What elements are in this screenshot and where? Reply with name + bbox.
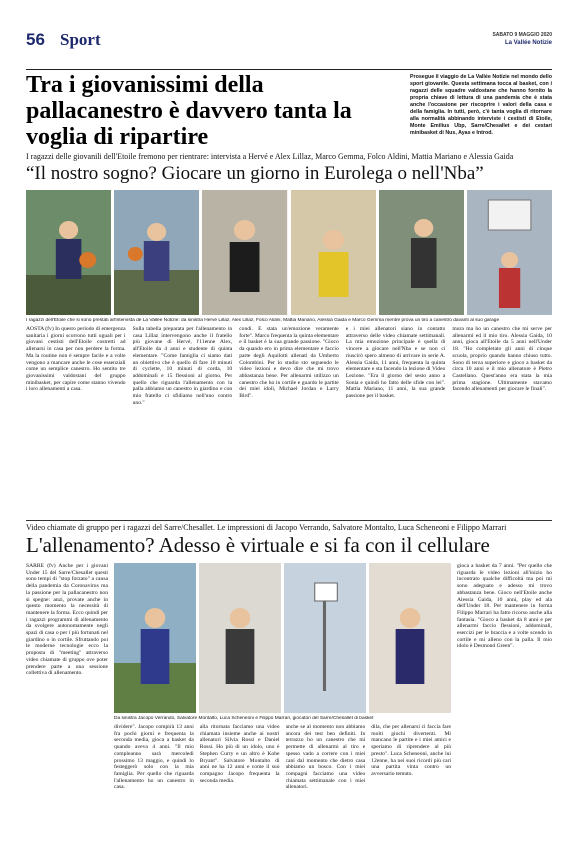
story2-column: alla ritornata facciamo una video chiamata insieme anche ai nostri allenatori Silvia Rossi e Daniel Rossi. Ho più di un idolo, uno è Stephen Curry e un altro è Kobe Bryant". Salvatore Montalto di anni ne ha 12 anni e come il suo compagno Jacopo frequenta la seconda media. bbox=[199, 724, 280, 784]
story1-column: condi. E stata un'emozione veramente forte". Marco frequenta la quinta elementare e il basket è la sua grande passione. "Gioco da quando ero in prima elementare e faccio parte degli Aquilotti allenati da Umberto Colombini. Per lo studio sto seguendo le video lezioni e devo dire che mi trovo abbastanza bene. Per allenarmi utilizzo un canestro che ho in cortile e guardo le partite dei miei idoli, Michael Jordan e Larry Bird". bbox=[239, 326, 339, 400]
page-number: 56 bbox=[26, 30, 45, 49]
story2-left-column: SARRE (fv) Anche per i giovani Under 15 del Sarre/Chesallet questi sono tempi di "stop forzato" a causa della pandemia da Coronavirus ma la passione per la pallacanestro non si spegne: anzi, provate anche in questo momento la necessità di mantenere la forma. Ecco quindi per i ragazzi programmi di allenamento da svolgere autonomamente negli spazi di casa o per i più fortunati nel giardino o in cortile. Sfruttando poi le moderne tecnologie ecco la proposta di "meeting" attraverso video chiamate di gruppo ove poter prendere parte a una sessione collettiva di allenamento. bbox=[26, 563, 108, 677]
story2-column: dila, che per allenarsi ci faccia fare molti giochi divertenti. Mi mancano le partite e i miei amici e speriamo di riprendere al più presto". Luca Scheneoni, anche lui 12enne, ha nei suoi ricordi più cari una partita vinta contro un avversario temuto. bbox=[371, 724, 451, 777]
story2-caption: Da sinistra Jacopo Verrando, Salvatore Montalto, Luca Scheneoni e Filippo Marrari, giocatori del Sarre/Chesallet di basket bbox=[114, 716, 374, 721]
story2-kicker: Video chiamate di gruppo per i ragazzi del Sarre/Chesallet. Le impressioni di Jacopo Verrando, Salvatore Montalto, Luca Scheneoni e Filippo Marrari bbox=[26, 523, 507, 532]
story1-columns bbox=[26, 326, 552, 516]
issue-date: SABATO 9 MAGGIO 2020 bbox=[492, 32, 552, 38]
story1-kicker: I ragazzi delle giovanili dell'Etoile fremono per rientrare: intervista a Hervé e Alex Lillaz, Marco Gemma, Folco Aldini, Mattia Mariano e Alessia Gaida bbox=[26, 152, 514, 161]
section-divider bbox=[26, 520, 552, 521]
page-header bbox=[26, 30, 552, 70]
story1-caption: I ragazzi dell'Etoile che si sono prestati all'intervista de La Vallée Notizie: da sinistra Hervé Lillaz, Alex Lillaz, Folco Aldini, Mattia Mariano, Alessia Gaida e Marco Gemma mentre prova un tiro a canestro davanti al suo garage bbox=[26, 318, 500, 323]
story2-title: L'allenamento? Adesso è virtuale e si fa con il cellulare bbox=[26, 533, 490, 557]
story2-column: anche se al momento non abbiamo ancora dei test ben definiti. In terrazzo ho un canestro che mi permette di allenarmi al tiro e spesso vado a correre con i miei cani dal momento che dietro casa abbiamo un bosco. Con i miei compagni facciamo una video chiamata settimanale con i miei allenatori. bbox=[285, 724, 366, 791]
photo-folco-aldini bbox=[202, 190, 287, 315]
story2-column: dividere". Jacopo compirà 13 anni fra pochi giorni e frequenta la seconda media, gioca a basket da quando aveva 4 anni. "Il mio compleanno sarà mercoledì prossimo 13 maggio, e quindi lo festeggerò solo con la mia famiglia. Per quello che riguarda l'allenamento ho un canestro in casa. bbox=[114, 724, 194, 791]
story1-title: “Il nostro sogno? Giocare un giorno in Eurolega o nell'Nba” bbox=[26, 163, 484, 184]
photo-filippo-marrari bbox=[369, 563, 451, 713]
story1-photo-strip bbox=[26, 190, 552, 315]
photo-mattia-mariano bbox=[291, 190, 376, 315]
photo-salvatore-montalto bbox=[199, 563, 281, 713]
story2-photo-strip bbox=[114, 563, 451, 713]
section-title: Sport bbox=[60, 30, 101, 49]
main-headline: Tra i giovanissimi della pallacanestro è davvero tanta la voglia di ripartire bbox=[26, 72, 352, 150]
newspaper-name: La Vallée Notizie bbox=[504, 40, 552, 46]
photo-marco-gemma bbox=[467, 190, 552, 315]
story2-middle-columns bbox=[114, 724, 451, 804]
intro-box: Prosegue il viaggio de La Vallée Notizie nel mondo dello sport giovanile. Questa settimana tocca al basket, con i ragazzi delle squadre valdostane che hanno fornito la propria chiave di lettura di una pandemia che è stata anche l'occasione per riscoprire i valori della casa e della famiglia. In tutti, però, c'è tanta voglia di ritornare alla normalità abbinando interviste i cestisti di Etoile, Monte Emilius Ubp, Sarre/Chesallet e dei cestari minibasket di Nus, Ayas e Introd. bbox=[410, 74, 552, 136]
photo-luca-scheneoni bbox=[284, 563, 366, 713]
story2-right-column: gioca a basket da 7 anni. "Per quello che riguarda le video lezioni all'inizio ho incontrato qualche difficoltà ma poi mi sono adeguato e adesso mi trovo abbastanza bene. Gioco nell'Etoile anche Alessia Gaida, 10 anni, play ed ala dell'Under 18. Per mantenere in forma Filippo Marrari ha fatto ricorso anche alla fantasia. "Gioco a basket da 8 anni e per allenarmi faccio flessioni, addominali, esercizi per le braccia e a volte scendo in cortile e mi alleno con la palla. Il mio idolo è Desmond Green". bbox=[457, 563, 552, 650]
photo-alex-lillaz bbox=[114, 190, 199, 315]
story1-column: AOSTA (fv) In questo periodo di emergenza sanitaria i giorni scorrono tutti uguali per i giovani cestisti dell'Etoile costretti ad allenarsi in casa per non perdere la forma. Ma la routine non è sempre facile e a volte vengono a mancare anche le cose essenziali come un semplice canestro. Ho sentito tre giovanissimi valdostani del gruppo minibasket, per capire come stanno vivendo i loro allenamenti a casa. bbox=[26, 326, 126, 393]
story1-column: mura ma ho un canestro che mi serve per allenarmi ed il mio tiro. Alessia Gaida, 10 anni, gioca all'Etoile da 5 anni nell'Under 18. "Ho completato gli anni di cinque scuola, proprio quando hanno chiuso tutto. Sono di terza superiore e gioco a basket da circa 10 anni e il mio allenatore è Pietro Castellano. Quest'anno era stata la mia prima stagione. Ultimamente stavamo facendo allenamenti per giocare le finali". bbox=[452, 326, 552, 393]
photo-jacopo-verrando bbox=[114, 563, 196, 713]
story1-column: Sulla tabella preparata per l'allenamento in casa Lillaz intervengono anche il fratello più giovane di Hervé, l'11enne Alex, all'Etoile da 4 anni e studente di quinta elementare. "Come famiglia ci siamo dati un obiettivo che è quello di fare 10 minuti di cyclette, 10 minuti di corda, 10 addominali e 15 flessioni al giorno. Per quello che riguarda l'allenamento con la palla abbiamo un canestro in giardino e con mio fratello ci sfidiamo nell'uno contro uno." bbox=[132, 326, 233, 406]
photo-herve-lillaz bbox=[26, 190, 111, 315]
photo-alessia-gaida bbox=[379, 190, 464, 315]
story1-column: e i miei allenatori siano in contatto attraverso delle video chiamate settimanali. La mia emozione principale è quella di vincere a giocare nell'Nba e se non ci riuscirò spero almeno di arrivare in serie A. Alessia Gaida, 11 anni, frequenta la quinta elementare e sta facendo la lezione di Video Lezione. "Era il giorno del sesto anno a Sonia e quindi ho fatto delle sfide con lei". Mattia Mariano, 11 anni, la sua grande passione per il basket. bbox=[345, 326, 446, 400]
